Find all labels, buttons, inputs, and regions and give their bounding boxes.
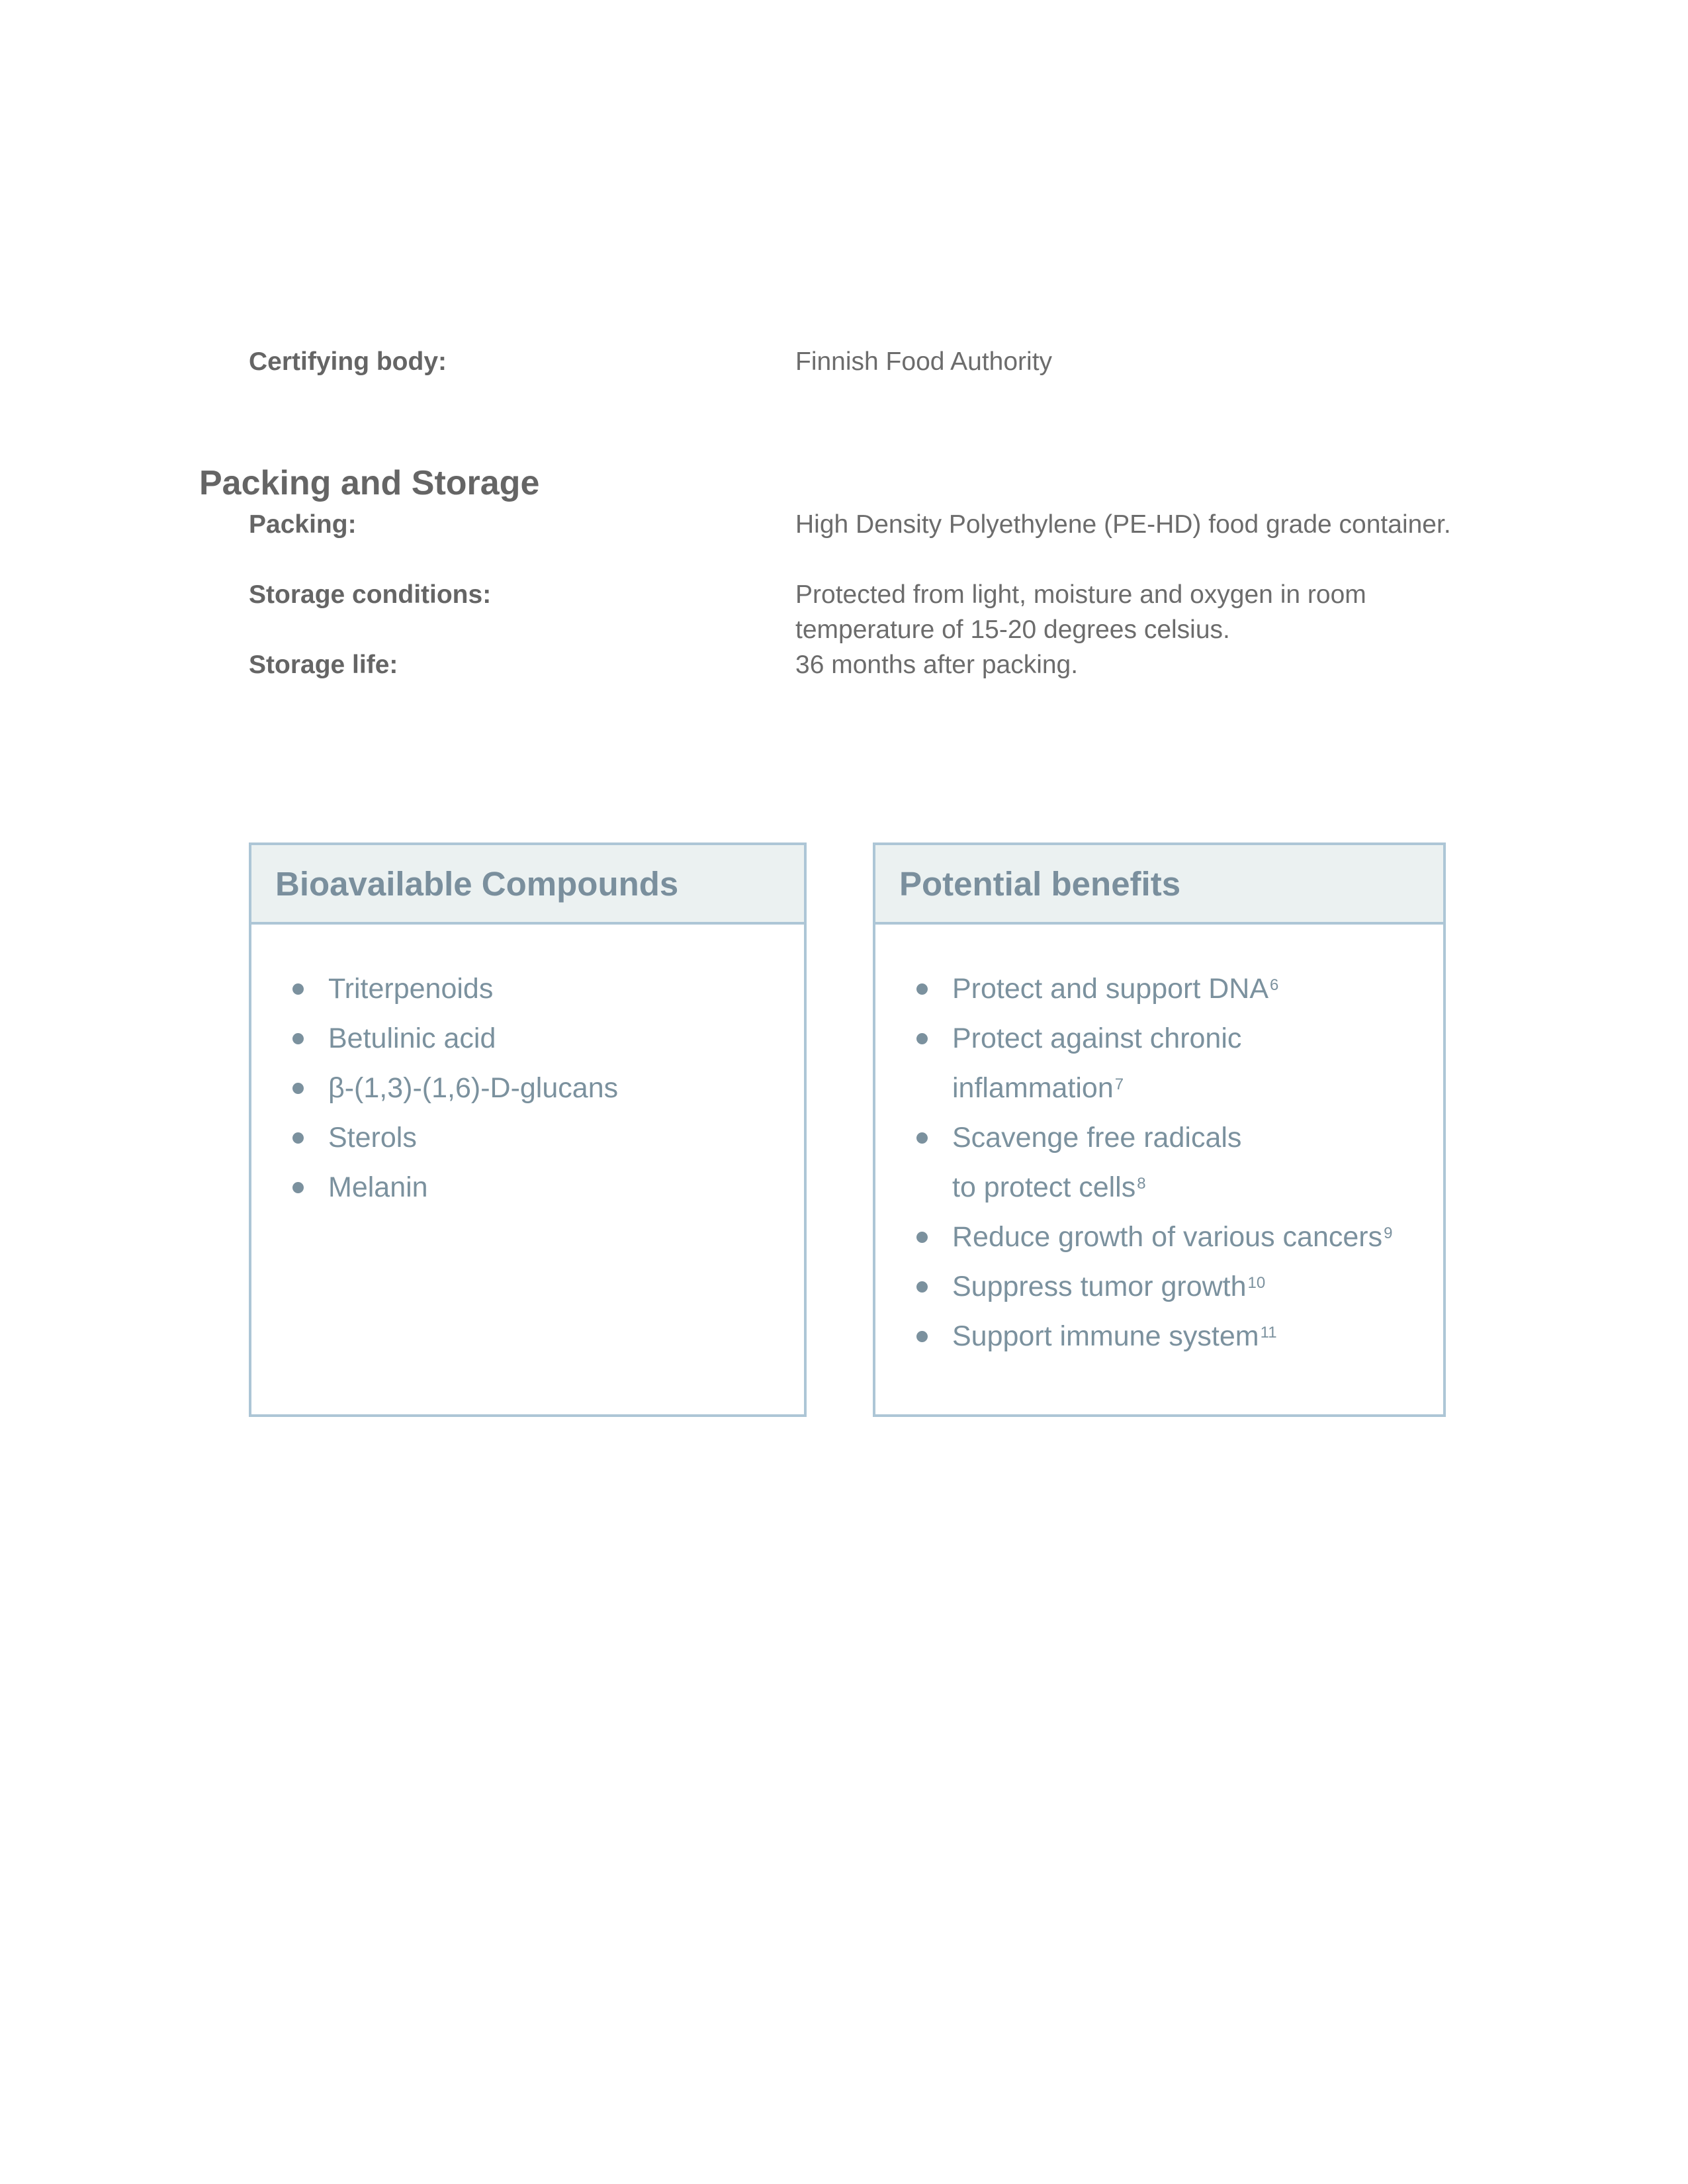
footnote-ref: 7 <box>1114 1075 1124 1093</box>
list-item <box>875 1014 1443 1113</box>
bioavailable-compounds-panel <box>249 842 807 1417</box>
certifying-body-label: Certifying body: <box>249 347 447 376</box>
benefit-text-continued: inflammation <box>952 1072 1114 1104</box>
bullet-icon <box>916 1132 928 1144</box>
list-item <box>251 1014 804 1064</box>
benefit-text: Protect and support DNA <box>952 973 1269 1005</box>
footnote-ref: 9 <box>1384 1224 1393 1242</box>
compound-text: β-(1,3)-(1,6)-D-glucans <box>328 1072 619 1104</box>
footnote-ref: 11 <box>1260 1324 1277 1342</box>
list-item <box>251 964 804 1014</box>
bullet-icon <box>916 1281 928 1293</box>
compound-text: Triterpenoids <box>328 973 494 1005</box>
bioavailable-compounds-title: Bioavailable Compounds <box>275 864 679 903</box>
compound-text: Melanin <box>328 1171 428 1203</box>
storage-conditions-label: Storage conditions: <box>249 580 492 609</box>
benefit-text: Suppress tumor growth <box>952 1271 1247 1302</box>
compounds-list <box>251 925 804 1212</box>
footnote-ref: 10 <box>1247 1274 1266 1292</box>
bullet-icon <box>292 1083 304 1094</box>
bullet-icon <box>916 1331 928 1342</box>
bullet-icon <box>292 983 304 995</box>
packing-value: High Density Polyethylene (PE-HD) food grade container. <box>795 510 1451 539</box>
bullet-icon <box>292 1033 304 1044</box>
bullet-icon <box>292 1132 304 1144</box>
list-item <box>875 1262 1443 1312</box>
benefit-text: Support immune system <box>952 1320 1259 1352</box>
section-title-packing-storage: Packing and Storage <box>199 464 540 502</box>
storage-conditions-value: Protected from light, moisture and oxygen in room temperature of 15-20 degrees celsius. <box>795 580 1366 644</box>
list-item <box>875 1212 1443 1262</box>
benefit-text-continued: to protect cells <box>952 1171 1136 1203</box>
bullet-icon <box>916 983 928 995</box>
benefit-text: Protect against chronic <box>952 1023 1242 1054</box>
bullet-icon <box>292 1182 304 1193</box>
packing-label: Packing: <box>249 510 357 539</box>
footnote-ref: 8 <box>1137 1175 1146 1193</box>
compound-text: Sterols <box>328 1122 417 1154</box>
compound-text: Betulinic acid <box>328 1023 496 1054</box>
list-item <box>875 1113 1443 1212</box>
list-item <box>251 1163 804 1212</box>
storage-life-value: 36 months after packing. <box>795 651 1079 679</box>
bioavailable-compounds-header <box>251 845 804 925</box>
benefit-text: Reduce growth of various cancers <box>952 1221 1383 1253</box>
benefit-text: Scavenge free radicals <box>952 1122 1242 1154</box>
list-item <box>251 1113 804 1163</box>
storage-life-label: Storage life: <box>249 651 398 679</box>
list-item <box>875 1312 1443 1361</box>
benefits-list <box>875 925 1443 1361</box>
list-item <box>875 964 1443 1014</box>
potential-benefits-panel <box>873 842 1446 1417</box>
bullet-icon <box>916 1033 928 1044</box>
footnote-ref: 6 <box>1270 976 1279 994</box>
certifying-body-value: Finnish Food Authority <box>795 347 1053 376</box>
potential-benefits-header <box>875 845 1443 925</box>
list-item <box>251 1064 804 1113</box>
bullet-icon <box>916 1232 928 1243</box>
potential-benefits-title: Potential benefits <box>899 864 1181 903</box>
